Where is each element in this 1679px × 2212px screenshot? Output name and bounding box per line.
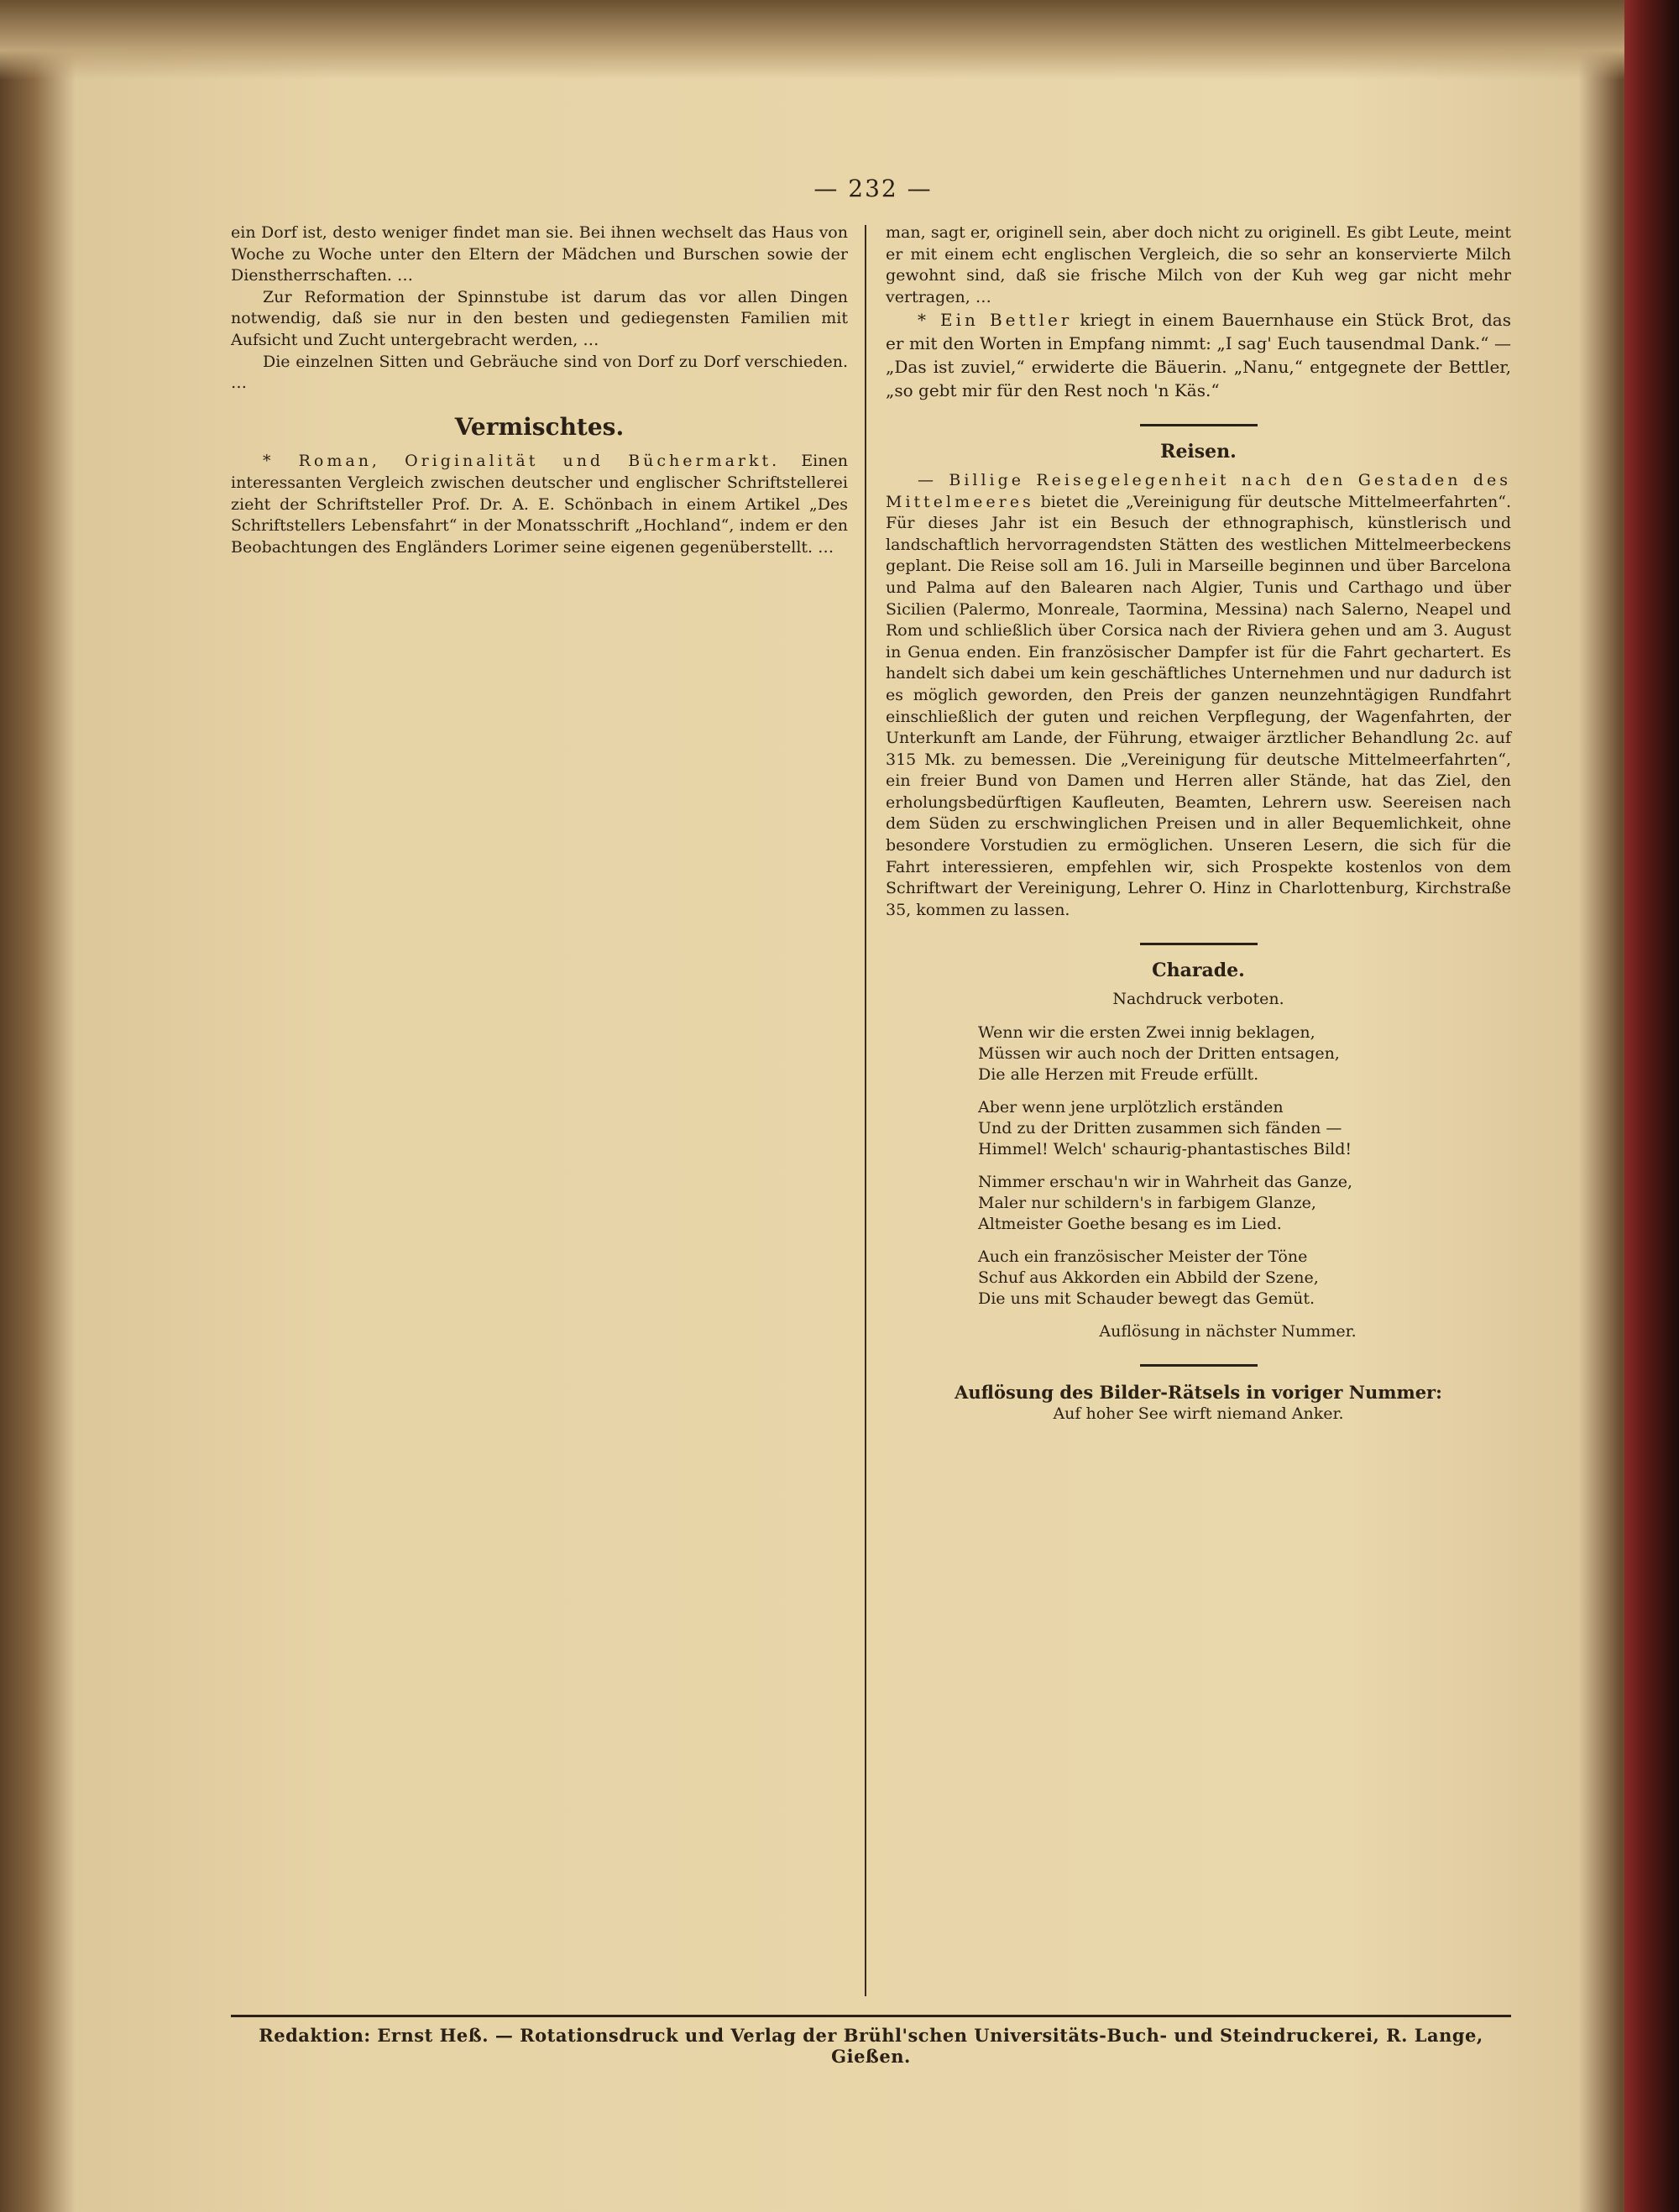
- charade-subtitle: Nachdruck verboten.: [1112, 990, 1284, 1009]
- charade-stanza: [978, 1247, 1478, 1310]
- roman-article-lead: * Roman, Originalität und Büchermarkt.: [263, 452, 781, 471]
- riddle-solution-text: Auf hoher See wirft niemand Anker.: [1053, 1404, 1344, 1423]
- page-binding-top-shadow: [0, 0, 1679, 80]
- charade-line: Die uns mit Schauder bewegt das Gemüt.: [978, 1289, 1315, 1308]
- charade-line: Schuf aus Akkorden ein Abbild der Szene,: [978, 1268, 1319, 1287]
- reisen-article-text: bietet die „Vereinigung für deutsche Mittelmeerfahrten“. Für dieses Jahr ist ein Besuch der ethnographisch, künstlerisch und landschaftlich hervorragendsten Stätten des westlichen Mittelmeerbeckens geplant. Die Reise soll am 16. Juli in Marseille beginnen und über Barcelona und Palma auf den Balearen nach Algier, Tunis und Carthago und über Sicilien (Palermo, Monreale, Taormina, Messina) nach Salerno, Neapel und Rom und schließlich über Corsica nach der Riviera gehen und am 3. August in Genua enden. Ein französischer Dampfer ist für die Fahrt gechartert. Es handelt sich dabei um kein geschäftliches Unternehmen und nur dadurch ist es möglich geworden, den Preis der ganzen neunzehntägigen Rundfahrt einschließlich der guten und reichen Verpflegung, der Wagenfahrten, der Unterkunft am Lande, der Führung, etwaiger ärztlicher Behandlung 2c. auf 315 Mk. zu bemessen. Die „Vereinigung für deutsche Mittelmeerfahrten“, ein freier Bund von Damen und Herren aller Stände, hat das Ziel, den erholungsbedürftigen Kaufleuten, Beamten, Lehrern usw. Seereisen nach dem Süden zu erschwinglichen Preisen und in aller Bequemlichkeit, ohne besondere Vorstudien zu ermöglichen. Unseren Lesern, die sich für die Fahrt interessieren, empfehlen wir, sich Prospekte kostenlos von dem Schriftwart der Vereinigung, Lehrer O. Hinz in Charlottenburg, Kirchstraße 35, kommen zu lassen.: [886, 492, 1511, 919]
- charade-line: Aber wenn jene urplötzlich erständen: [978, 1097, 1284, 1116]
- section-divider-rule-charade: [1140, 943, 1258, 945]
- reisen-article-paragraph: [886, 470, 1511, 921]
- imprint-footer: Redaktion: Ernst Heß. — Rotationsdruck und Verlag der Brühl'schen Universitäts-Buch- und Steindruckerei, R. Lange, Gießen.: [259, 2025, 1483, 2067]
- charade-line: Und zu der Dritten zusammen sich fänden —: [978, 1118, 1342, 1137]
- section-divider-rule: [1140, 424, 1258, 426]
- riddle-solution-title: Auflösung des Bilder-Rätsels in voriger Nummer:: [955, 1382, 1442, 1404]
- charade-stanza: [978, 1097, 1478, 1160]
- section-title-vermischtes: Vermischtes.: [454, 412, 625, 441]
- reisen-article-lead: — Billige Reisegelegenheit nach den Gestaden des Mittelmeeres: [886, 470, 1511, 511]
- section-title-charade: Charade.: [1152, 960, 1245, 982]
- spinnstube-intro-paragraph: ein Dorf ist, desto weniger findet man sie. Bei ihnen wechselt das Haus von Woche zu Woche unter den Eltern der Mädchen und Burschen sowie der Dienstherrschaften. …: [231, 223, 848, 285]
- charade-line: Wenn wir die ersten Zwei innig beklagen,: [978, 1022, 1315, 1042]
- roman-article-paragraph: [231, 451, 848, 558]
- left-column: [231, 222, 848, 558]
- charade-solution-note: Auflösung in nächster Nummer.: [1099, 1321, 1357, 1341]
- charade-line: Auch ein französischer Meister der Töne: [978, 1247, 1308, 1266]
- footer-rule: [231, 2015, 1511, 2017]
- charade-line: Altmeister Goethe besang es im Lied.: [978, 1214, 1282, 1233]
- page-number: — 232 —: [813, 175, 933, 202]
- charade-stanza: [978, 1172, 1478, 1235]
- right-column: [886, 222, 1511, 1425]
- column-divider: [865, 225, 866, 1996]
- charade-line: Müssen wir auch noch der Dritten entsagen,: [978, 1043, 1340, 1063]
- charade-line: Maler nur schildern's in farbigem Glanze,: [978, 1193, 1316, 1212]
- section-divider-rule-solution: [1140, 1364, 1258, 1367]
- section-title-reisen: Reisen.: [1160, 441, 1237, 463]
- bettler-anecdote-lead: * Ein Bettler: [918, 310, 1073, 331]
- roman-article-text: Einen interessanten Vergleich zwischen deutscher und englischer Schriftstellerei zieht der Schriftsteller Prof. Dr. A. E. Schönbach in einem Artikel „Des Schriftstellers Lebensfahrt“ in der Monatsschrift „Hochland“, indem er den Beobachtungen des Engländers Lorimer seine eigenen gegenüberstellt. …: [231, 452, 848, 557]
- charade-line: Die alle Herzen mit Freude erfüllt.: [978, 1064, 1259, 1084]
- bettler-anecdote-text: kriegt in einem Bauernhause ein Stück Brot, das er mit den Worten in Empfang nimmt: „I sag' Euch tausendmal Dank.“ — „Das ist zuviel,“ erwiderte die Bäuerin. „Nanu,“ entgegnete der Bettler, „so gebt mir für den Rest noch 'n Käs.“: [886, 310, 1511, 401]
- charade-poem: [978, 1022, 1478, 1343]
- bettler-anecdote: [886, 308, 1511, 402]
- book-binding-edge: [1624, 0, 1679, 2212]
- charade-line: Himmel! Welch' schaurig-phantastisches Bild!: [978, 1139, 1352, 1158]
- spinnstube-customs-paragraph: Die einzelnen Sitten und Gebräuche sind von Dorf zu Dorf verschieden. …: [231, 352, 848, 393]
- charade-line: Nimmer erschau'n wir in Wahrheit das Ganze,: [978, 1172, 1353, 1191]
- charade-stanza: [978, 1022, 1478, 1085]
- spinnstube-reformation-paragraph: Zur Reformation der Spinnstube ist darum das vor allen Dingen notwendig, daß sie nur in den besten und gediegensten Familien mit Aufsicht und Zucht untergebracht werden, …: [231, 287, 848, 349]
- roman-article-continuation: man, sagt er, originell sein, aber doch nicht zu originell. Es gibt Leute, meint er mit einem echt englischen Vergleich, die so sehr an konservierte Milch gewohnt sind, daß sie frische Milch von der Kuh weg gar nicht mehr vertragen, …: [886, 223, 1511, 306]
